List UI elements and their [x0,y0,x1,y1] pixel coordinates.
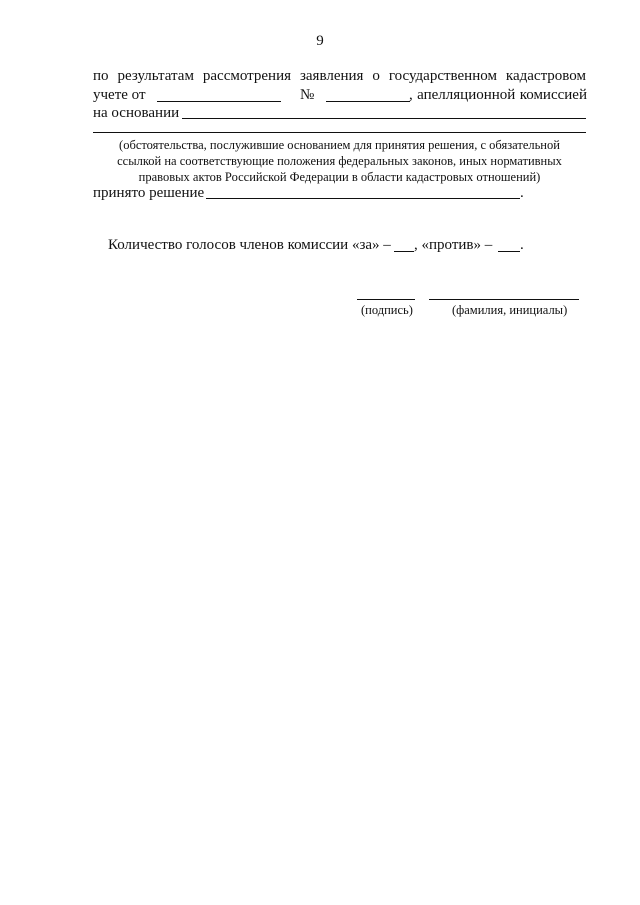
statement-line-1: по результатам рассмотрения заявления о государственном кадастровом [93,68,586,84]
number-blank [326,101,410,102]
date-blank [157,101,281,102]
basis-caption-line-2: ссылкой на соответствующие положения федеральных законов, иных нормативных [117,154,562,168]
name-blank [429,299,579,300]
basis-blank-continued [93,132,586,133]
basis-caption [93,137,586,185]
page-number: 9 [316,33,324,49]
decision-label: принято решение [93,185,205,201]
decision-blank [206,198,520,199]
votes-end: . [520,237,524,253]
basis-caption-line-3: правовых актов Российской Федерации в области кадастровых отношений) [138,170,541,184]
votes-against-blank [498,251,520,252]
number-sign: № [300,87,315,103]
name-label: (фамилия, инициалы) [452,303,568,317]
decision-end: . [520,185,524,201]
signature-label: (подпись) [361,303,413,317]
basis-blank [182,118,586,119]
signature-blank [357,299,415,300]
basis-caption-line-1: (обстоятельства, послужившие основанием для принятия решения, с обязательной [119,138,560,152]
votes-for-label: Количество голосов членов комиссии «за» – [108,237,391,253]
statement-line-2-prefix: учете от [93,87,146,103]
statement-line-2-suffix: , апелляционной комиссией [409,87,587,103]
votes-for-blank [394,251,414,252]
votes-against-label: , «против» – [414,237,493,253]
statement-line-3: на основании [93,105,180,121]
